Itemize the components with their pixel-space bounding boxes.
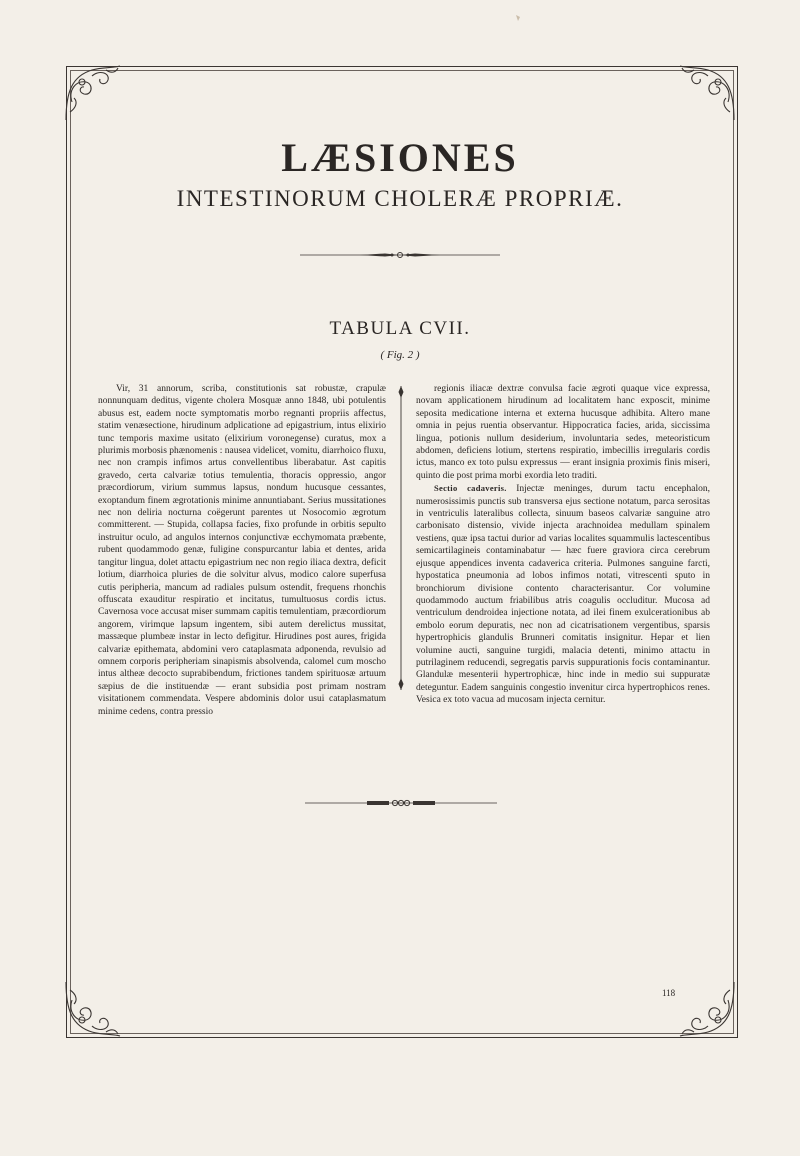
page-number: 118 — [662, 988, 676, 998]
stain-mark — [514, 10, 524, 20]
page-title: LÆSIONES — [281, 135, 519, 180]
text-column-left — [98, 383, 386, 718]
sectio-text: Injectæ meninges, durum tactu encephalon, numerosissimis punctis sub transversa ejus sectione notatum, parca serositas in ventriculis lateralibus collecta, sinuum baseos calvariæ sanguine atro carbonisato distensio, vivide injecta arachnoidea medullam spinalem vestiens, quæ ipsa tactui durior ad varias localites squammulis lactescentibus semicartilagineis contaminabatur — hæc fuere graviora circa cerebrum ejusque appendices inventa cadaverica criteria. Pulmones sanguine farcti, hypostatica pneumonia ad lobos infimos notati, vitrescenti sputo in bronchiorum divisione contento characterisantur. Cor volumine quodammodo auctum friabilibus atris coagulis occluditur. Mucosa ad ventriculum dendroidea injectione notata, ad ilei finem exulcerationibus ab embolo eorum depuratis, nec non ad cicatrisationem vergentibus, sparsis hypertrophicis glandulis Brunneri comitatis insignitur. Hepar et lien volumine aucti, sanguine turgidi, malacia detenti, minimo attactu in putrilaginem reducendi, segregatis parvis suppurationis focis contaminantur. Glandulæ mesenterii hypertrophicæ, hinc inde in medio sui suppuratæ deteguntur. Eadem sanguinis congestio invenitur circa hypertrophicos renes. Vesica ex toto vacua ad mucosam injecta cernitur. — [416, 484, 710, 706]
ornamental-rule-top — [300, 248, 500, 260]
sectio-label: Sectio cadaveris. — [434, 483, 507, 494]
corner-ornament-top-right — [676, 62, 738, 124]
plate-heading: TABULA CVII. — [329, 318, 471, 339]
page-subtitle: INTESTINORUM CHOLERÆ PROPRIÆ. — [176, 186, 624, 211]
ornamental-rule-bottom — [305, 796, 497, 808]
corner-ornament-bottom-left — [62, 978, 124, 1040]
body-paragraph: regionis iliacæ dextræ convulsa facie ægroti quaque vice expressa, novam applicationem hirudinum ad localitatem hanc exposcit, minime seposita medicatione interna et externa hucusque adhibita. Altero mane omnia in pejus ruentia observantur. Hippocratica facies, arida, siccissima lingua, potionis nullum desiderium, involuntaria sedes, meteoristicum abdomen, deficiens lotium, stertens respiratio, imbecillis irregularis cordis ictus, manco ex toto pulsu expressus — erant insignia proximis finis miseri, quinto die post prima morbi exordia leto traditi. — [416, 384, 710, 481]
corner-ornament-top-left — [62, 62, 124, 124]
body-paragraph: Vir, 31 annorum, scriba, constitutionis sat robustæ, crapulæ nonnunquam deditus, vigente cholera Mosquæ anno 1848, ubi potulentis abusus est, eadem nocte symptomatis morbo regnanti propriis affectus, statim venæsectione, hirudinum adplicatione ad epigastrium, intus elixirio tunc temporis maxime usitato (elixirium voronegense) curatus, mox a plurimis morbosis phænomenis : nausea videlicet, vomitu, diarrhoico fluxu, nec non crampis infimos artus convellentibus liberabatur. Ast capitis gravedo, certa calvariæ totius temulentia, thoracis oppressio, angor præcordiorum, virium summus lapsus, nondum hucusque cessantes, exoptandum finem ægrotationis minime annuntiabant. Serius mussitationes nec non deliria nocturna coëgerunt parentes ut Nosocomio ægrotum committerent. — Stupida, collapsa facies, fixo profunde in orbitis sepulto instruitur oculo, ad angulos internos conjunctivæ ecchymomata præbente, rubent quodammodo genæ, fuligine conspurcantur labia et dentes, arida tangitur lingua, dolet attactu epigastrium nec non regio iliaca dextra, deficit lotium, diarrhoica pluries de die solvitur alvus, modico calore superfusa cutis peripheria, mancum ad radiales pulsum ostendit, frequens rhonchis offuscata exauditur respiratio et incitatus, tumultuosus cordis ictus. Cavernosa voce accusat miser summam capitis temulentiam, præcordiorum angorem, virimque lapsum ingentem, sibi autem derelictus mussitat, massæque plumbeæ instar in lecto defigitur. Hirudines post aures, frigida calvariæ epithemata, abdomini vero cataplasmata adponenda, revulsio ad omnem corporis peripheriam sinapismis absolvenda, calomel cum moscho intus altheæ decocto suprabibendum, frictiones tandem spirituosæ artuum sæpius de die instituendæ — erant subsidia post primam nostram visitationem commendata. Vespere abdominis dolor usui cataplasmatum minime cedens, contra pressio — [98, 384, 386, 717]
corner-ornament-bottom-right — [676, 978, 738, 1040]
column-divider — [398, 386, 404, 690]
text-column-right — [416, 383, 710, 707]
figure-reference: ( Fig. 2 ) — [380, 349, 420, 361]
sectio-paragraph — [416, 482, 710, 706]
